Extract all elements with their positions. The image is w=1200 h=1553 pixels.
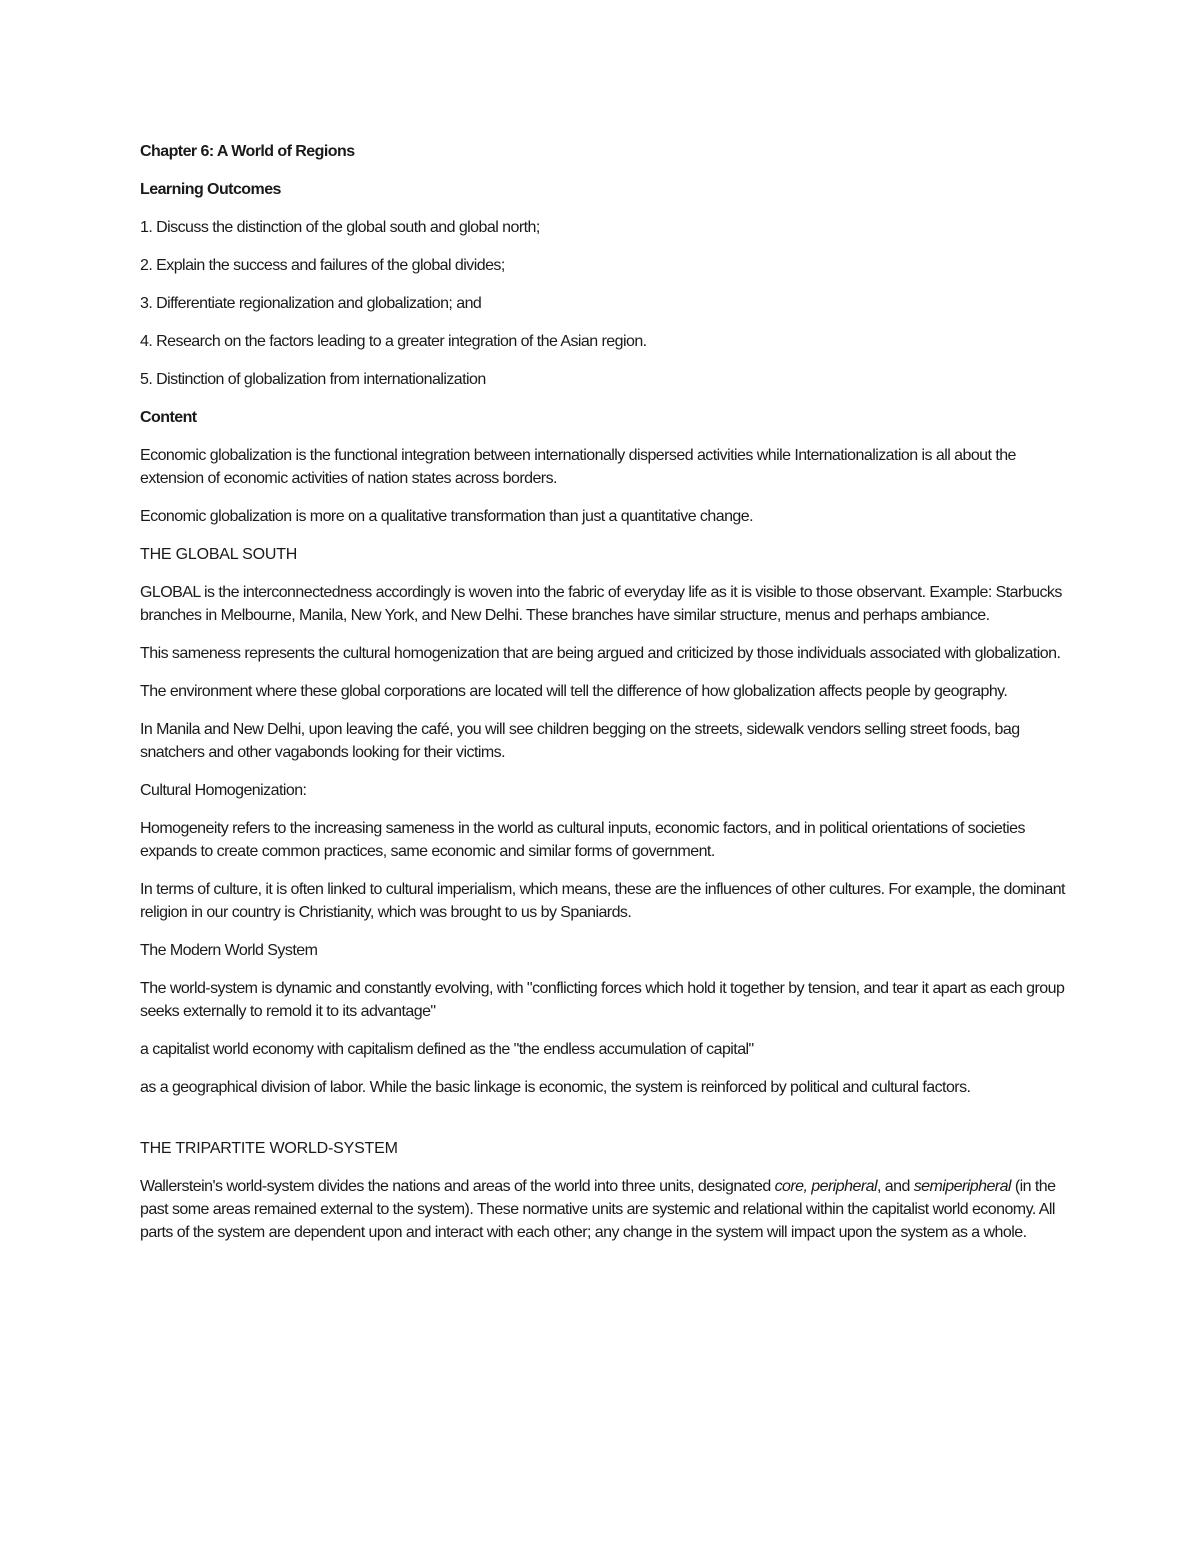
tripartite-heading: THE TRIPARTITE WORLD-SYSTEM <box>140 1140 398 1157</box>
homogenization-paragraph-2: In terms of culture, it is often linked to cultural imperialism, which means, these are the influences of other cultures. For example, the dominant religion in our country is Christianity, which was brought to us by Spaniards. <box>140 881 1065 921</box>
tripartite-core-peripheral: core, peripheral <box>774 1178 877 1195</box>
global-south-paragraph-4: In Manila and New Delhi, upon leaving the café, you will see children begging on the streets, sidewalk vendors selling street foods, bag snatchers and other vagabonds looking for their victims. <box>140 721 1020 761</box>
tripartite-text-part-3: (in the past some areas remained external to the system). These normative units are systemic and relational within the capitalist world economy. All parts of the system are dependent upon and interact with each other; any change in the system will impact upon the system as a whole. <box>140 1178 1056 1241</box>
modern-world-system-paragraph-2: a capitalist world economy with capitalism defined as the "the endless accumulation of capital" <box>140 1041 754 1058</box>
document-page <box>140 140 1065 1259</box>
outcome-item-3: 3. Differentiate regionalization and globalization; and <box>140 295 482 312</box>
modern-world-system-paragraph-3: as a geographical division of labor. While the basic linkage is economic, the system is reinforced by political and cultural factors. <box>140 1079 971 1096</box>
modern-world-system-heading: The Modern World System <box>140 942 318 959</box>
chapter-title: Chapter 6: A World of Regions <box>140 143 355 160</box>
homogenization-heading: Cultural Homogenization: <box>140 782 307 799</box>
outcome-item-2: 2. Explain the success and failures of the global divides; <box>140 257 505 274</box>
homogenization-paragraph-1: Homogeneity refers to the increasing sameness in the world as cultural inputs, economic factors, and in political orientations of societies expands to create common practices, same economic and similar forms of government. <box>140 820 1025 860</box>
global-south-paragraph-3: The environment where these global corporations are located will tell the difference of how globalization affects people by geography. <box>140 683 1008 700</box>
global-south-heading: THE GLOBAL SOUTH <box>140 546 298 563</box>
modern-world-system-paragraph-1: The world-system is dynamic and constantly evolving, with "conflicting forces which hold it together by tension, and tear it apart as each group seeks externally to remold it to its advantage" <box>140 980 1065 1020</box>
tripartite-text-part-1: Wallerstein's world-system divides the nations and areas of the world into three units, designated <box>140 1178 775 1195</box>
outcome-item-1: 1. Discuss the distinction of the global south and global north; <box>140 219 540 236</box>
content-heading: Content <box>140 409 197 426</box>
content-paragraph-1: Economic globalization is the functional integration between internationally dispersed activities while Internationalization is all about the extension of economic activities of nation states across borders. <box>140 447 1016 487</box>
blank-line <box>140 1114 1065 1137</box>
outcome-item-5: 5. Distinction of globalization from internationalization <box>140 371 486 388</box>
learning-outcomes-heading: Learning Outcomes <box>140 181 281 198</box>
tripartite-text-part-2: , and <box>876 1178 914 1195</box>
tripartite-semiperipheral: semiperipheral <box>913 1178 1011 1195</box>
content-paragraph-2: Economic globalization is more on a qualitative transformation than just a quantitative change. <box>140 508 754 525</box>
tripartite-paragraph <box>140 1175 1065 1244</box>
outcome-item-4: 4. Research on the factors leading to a greater integration of the Asian region. <box>140 333 647 350</box>
global-south-paragraph-1: GLOBAL is the interconnectedness accordingly is woven into the fabric of everyday life as it is visible to those observant. Example: Starbucks branches in Melbourne, Manila, New York, and New Delhi. These branches have similar structure, menus and perhaps ambiance. <box>140 584 1062 624</box>
global-south-paragraph-2: This sameness represents the cultural homogenization that are being argued and criticized by those individuals associated with globalization. <box>140 645 1061 662</box>
